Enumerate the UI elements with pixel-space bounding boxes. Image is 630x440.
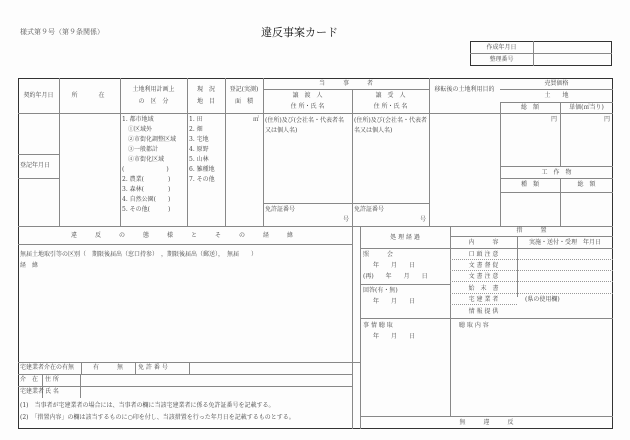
col-location: 所 在 <box>71 92 108 99</box>
transferee-license-label: 免許証番号 <box>354 206 385 213</box>
registration-date-label: 登記年月日 <box>20 162 51 169</box>
measure-written-reminder: 文 書 督 促 <box>468 262 499 269</box>
structure-header: 工 作 物 <box>541 169 572 176</box>
transferee-note: (住所)及び(会社名・代表者名又は個人名) <box>354 117 428 134</box>
reply-label: 回答(有・無) <box>363 287 398 294</box>
col-unit-price: 単価(㎡当り) <box>569 104 604 111</box>
note-1: (1) 当事者が宅建業者の場合には、当事者の欄に当該宅建業者に係る免許証番号を記載する。 <box>20 402 275 409</box>
inquiry-date: 年 月 日 <box>373 262 416 269</box>
col-land-plan: 土地利用計画上 <box>132 86 175 93</box>
broker-name-label: 氏 名 <box>45 388 59 395</box>
hearing-content-label: 聴 取 内 容 <box>459 322 489 329</box>
structure-total: 総 額 <box>577 181 596 188</box>
land-plan-options: 1. 都市地域 ①区域外 ②市街化調整区域 ③一般都計 ④市街化区域 ( ) 2. 農業( ) 3. 森林( ) 4. 自然公園( ) 5. その他( ) <box>122 116 177 213</box>
measure-apology: 始 末 書 <box>468 285 499 292</box>
note-2: (2) 「措置内容」の欄は該当するものに○印を付し、当該措置を行った年月日を記載するものとする。 <box>20 414 295 421</box>
col-transferee: 譲 受 人 <box>375 92 406 99</box>
history-field[interactable] <box>20 272 350 360</box>
measures-date-header: 実施・送付・受理 年月日 <box>528 239 601 246</box>
structure-type: 種 類 <box>520 181 539 188</box>
land-category-options: 1. 田 2. 畑 3. 宅地 4. 原野 5. 山林 6. 雑種地 7. その他 <box>189 116 215 183</box>
broker-note: (県の使用欄) <box>525 296 560 303</box>
history-label: 経 緯 <box>20 262 39 269</box>
measure-oral-warning: 口 頭 注 意 <box>468 251 499 258</box>
measures-header: 措 置 <box>516 227 547 234</box>
col-area: 登記(実測) <box>229 86 259 93</box>
col-transferor: 譲 渡 人 <box>292 92 323 99</box>
area-unit: ㎡ <box>253 116 260 123</box>
violation-header: 違 反 の 態 様 と そ の 経 緯 <box>70 232 299 239</box>
license-number-label: 免 許 番 号 <box>138 364 168 371</box>
reference-number-field[interactable] <box>535 54 611 64</box>
no-violation[interactable]: 無 違 反 <box>459 419 514 426</box>
page-title: 違反事案カード <box>261 26 338 39</box>
meta-label-number: 整理番号 <box>489 56 514 63</box>
form-number: 様式第９号（第９条関係） <box>20 28 104 36</box>
col-land: 土 地 <box>544 92 569 99</box>
total-yen: 円 <box>551 116 558 123</box>
measure-info-provision: 情 報 提 供 <box>468 308 499 315</box>
process-header: 処 理 経 過 <box>390 234 420 241</box>
reply-date: 年 月 日 <box>373 298 416 305</box>
unit-yen: 円 <box>604 116 611 123</box>
broker-presence-options[interactable]: 有 無 <box>92 364 123 371</box>
broker-presence-label: 宅建業者介在の有無 <box>20 364 75 371</box>
col-total: 総 額 <box>520 104 539 111</box>
violation-type: 無届土地取引等の区別（ 期限後届出（窓口持参） ，期限後届出（郵送）， 無届 ） <box>20 251 258 258</box>
broker-address-label: 住 所 <box>45 376 59 383</box>
transferor-note: (住所)及び(会社名・代表者名又は個人名) <box>265 117 345 134</box>
col-parties: 当 事 者 <box>318 80 373 87</box>
hearing-label: 事 情 聴 取 <box>363 322 393 329</box>
measure-broker: 宅 建 業 者 <box>468 296 499 303</box>
reminder-date: (再) 年 月 日 <box>363 273 428 280</box>
col-contract-date: 契約年月日 <box>23 92 54 99</box>
col-current-use: 現 況 <box>196 86 215 93</box>
col-price: 売買価格 <box>544 80 569 87</box>
meta-label-created: 作成年月日 <box>486 44 517 51</box>
transferor-license-label: 免許証番号 <box>265 206 296 213</box>
measure-written-warning: 文 書 注 意 <box>468 273 499 280</box>
broker-label-2: 宅建業者 <box>20 388 45 395</box>
created-date-field[interactable] <box>535 42 611 52</box>
hearing-date: 年 月 日 <box>373 333 416 340</box>
broker-label-1: 介 在 <box>20 376 39 383</box>
inquiry-label: 照 会 <box>363 251 394 258</box>
measures-content-header: 内 容 <box>468 239 499 246</box>
col-purpose: 移転後の土地利用目的 <box>434 86 495 93</box>
